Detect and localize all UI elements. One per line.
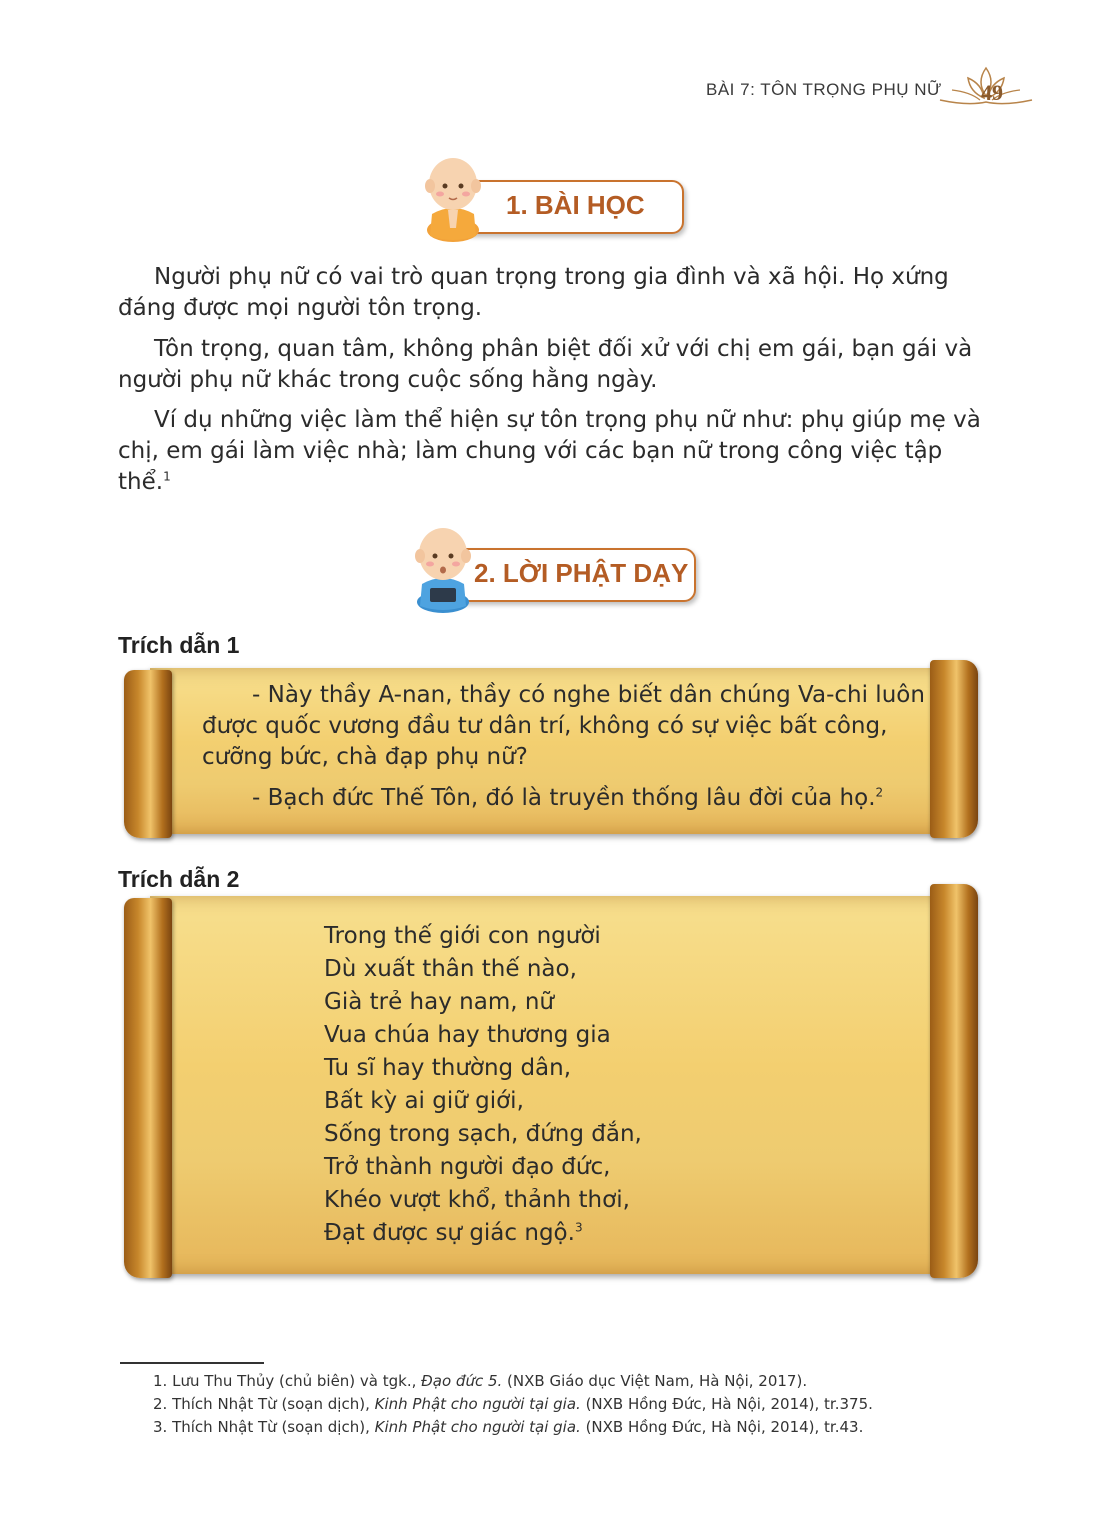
footnote-text: (NXB Hồng Đức, Hà Nội, 2014), tr.43.	[580, 1418, 864, 1436]
poem-line-text: Đạt được sự giác ngộ.	[324, 1220, 575, 1246]
section-heading-lesson	[418, 152, 688, 244]
footnote-2	[153, 1393, 873, 1416]
footnotes	[153, 1370, 873, 1439]
quote-1-scroll	[150, 668, 958, 834]
poem-line	[324, 1217, 642, 1250]
monk-praying-icon	[418, 152, 488, 244]
footnote-number: 3.	[153, 1418, 168, 1436]
quote-2-poem	[324, 920, 642, 1250]
section-title: 2. LỜI PHẬT DẠY	[474, 558, 689, 588]
page-number: 49	[981, 80, 1003, 105]
quote-2-scroll	[150, 896, 958, 1274]
footnote-text: Thích Nhật Từ (soạn dịch),	[172, 1418, 375, 1436]
footnote-1	[153, 1370, 873, 1393]
monk-reading-icon	[408, 522, 478, 614]
poem-line: Già trẻ hay nam, nữ	[324, 989, 554, 1015]
scroll-roll-right	[930, 660, 978, 838]
quote-1-line-2	[202, 783, 936, 814]
lesson-paragraph-2: Tôn trọng, quan tâm, không phân biệt đối xử với chị em gái, bạn gái và người phụ nữ khác trong cuộc sống hằng ngày.	[118, 336, 973, 393]
footnote-text: (NXB Hồng Đức, Hà Nội, 2014), tr.375.	[580, 1395, 873, 1413]
scroll-roll-left	[124, 670, 172, 838]
quote-1-line-1: - Này thầy A-nan, thầy có nghe biết dân chúng Va-chi luôn được quốc vương đầu tư dân trí, không có sự việc bất công, cưỡng bức, chà đạp phụ nữ?	[202, 682, 925, 770]
footnote-text: (NXB Giáo dục Việt Nam, Hà Nội, 2017).	[502, 1372, 808, 1390]
quote-1-line-2-text: - Bạch đức Thế Tôn, đó là truyền thống lâu đời của họ.	[252, 785, 876, 811]
lesson-paragraph-3-text: Ví dụ những việc làm thể hiện sự tôn trọng phụ nữ như: phụ giúp mẹ và chị, em gái làm việc nhà; làm chung với các bạn nữ trong công việc tập thể.	[118, 407, 981, 495]
footnote-ref-1: 1	[163, 469, 171, 484]
footnote-number: 1.	[153, 1372, 168, 1390]
quote-1-body	[202, 680, 936, 814]
poem-line: Sống trong sạch, đứng đắn,	[324, 1121, 642, 1147]
footnote-text: Lưu Thu Thủy (chủ biên) và tgk.,	[172, 1372, 422, 1390]
poem-line: Dù xuất thân thế nào,	[324, 956, 577, 982]
scroll-roll-right	[930, 884, 978, 1278]
footnote-title: Đạo đức 5.	[421, 1372, 503, 1390]
footnote-title: Kinh Phật cho người tại gia.	[374, 1395, 581, 1413]
footnote-number: 2.	[153, 1395, 168, 1413]
lesson-paragraph-1: Người phụ nữ có vai trò quan trọng trong gia đình và xã hội. Họ xứng đáng được mọi người tôn trọng.	[118, 264, 949, 321]
poem-line: Trong thế giới con người	[324, 923, 601, 949]
quote-2-label: Trích dẫn 2	[118, 866, 240, 892]
quote-1-label: Trích dẫn 1	[118, 632, 240, 658]
scroll-roll-left	[124, 898, 172, 1278]
footnote-title: Kinh Phật cho người tại gia.	[374, 1418, 581, 1436]
footnote-text: Thích Nhật Từ (soạn dịch),	[172, 1395, 375, 1413]
footnote-ref-2: 2	[875, 785, 884, 800]
poem-line: Trở thành người đạo đức,	[324, 1154, 611, 1180]
lesson-paragraph-3	[118, 405, 990, 498]
running-title: BÀI 7: TÔN TRỌNG PHỤ NỮ	[706, 80, 943, 99]
footnote-3	[153, 1416, 873, 1439]
poem-line: Bất kỳ ai giữ giới,	[324, 1088, 524, 1114]
footnote-ref-3: 3	[574, 1220, 583, 1235]
section-heading-buddha-teaching	[408, 522, 708, 614]
section-title: 1. BÀI HỌC	[506, 190, 645, 220]
poem-line: Vua chúa hay thương gia	[324, 1022, 611, 1048]
poem-line: Tu sĩ hay thường dân,	[324, 1055, 572, 1081]
footnote-rule	[120, 1362, 264, 1364]
poem-line: Khéo vượt khổ, thảnh thơi,	[324, 1187, 630, 1213]
